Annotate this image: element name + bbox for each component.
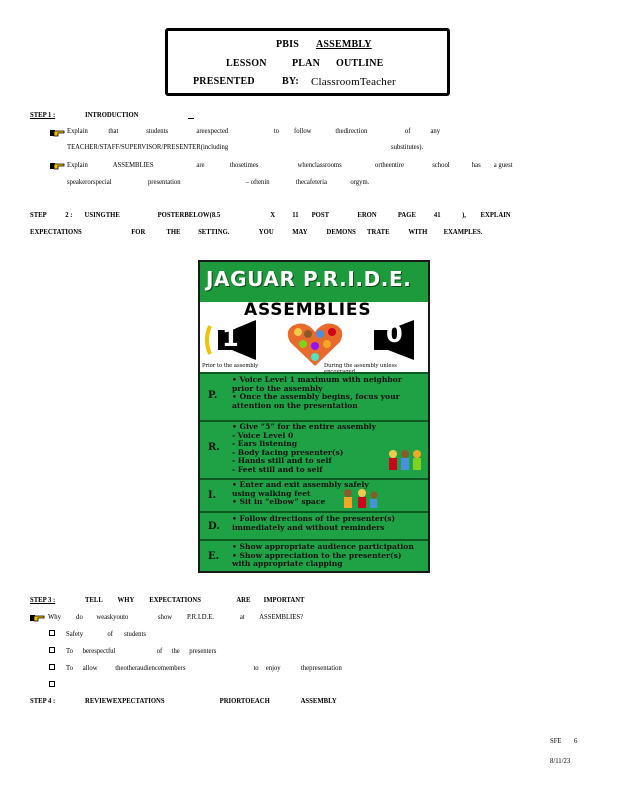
poster-row-p: P. • Voice Level 1 maximum with neighbor prior to the assembly • Once the assembly begins, focus your attention on the presentation [200,372,428,420]
poster-subtitle: ASSEMBLIES [244,300,372,320]
title-presented: PRESENTED [193,76,255,87]
title-by: BY: [282,76,299,87]
voice-level-right: 0 [386,320,403,348]
footer-code: SFE [550,736,562,745]
step1-bullet1-line2a: TEACHER/STAFF/SUPERVISOR/PRESENTER(including [67,142,229,151]
step1-label: STEP 1 : [30,110,56,119]
pointing-hand-icon [50,125,65,143]
step1-bullet1-line2b: substitutes). [391,142,424,151]
poster-title-bar [200,262,428,302]
checkbox-safety [49,630,55,636]
voice-level-left: 1 [222,324,239,352]
title-pbis: PBIS [276,39,300,50]
poster-row-d: D. • Follow directions of the presenter(s) immediately and without reminders [200,511,428,539]
checkbox-empty [49,681,55,687]
footer-page: 6 [574,736,578,745]
kids-group-icon [386,448,424,474]
pointing-hand-icon [30,610,45,628]
title-lesson: LESSON [226,58,267,69]
poster-title: JAGUAR P.R.I.D.E. [206,267,412,291]
pride-poster [198,260,430,573]
checkbox-allow [49,664,55,670]
step1-heading: INTRODUCTION [85,110,139,119]
title-plan: PLAN [292,58,321,69]
poster-row-i: I. • Enter and exit assembly safely using walking feet • Sit in “elbow” space [200,478,428,511]
pointing-hand-icon [50,158,65,176]
checkbox-respect [49,647,55,653]
title-assembly: ASSEMBLY [316,39,372,50]
heart-of-kids-icon [286,322,344,368]
footer-date: 8/11/23 [550,756,571,765]
title-presenter: ClassroomTeacher [311,76,396,88]
caption-left: Prior to the assembly [202,363,259,369]
title-outline: OUTLINE [336,58,384,69]
poster-row-e: E. • Show appropriate audience participation • Show appreciation to the presenter(s) with appropriate clapping [200,539,428,573]
walking-kids-icon [340,488,380,510]
step4-label: STEP 4 : [30,696,56,705]
poster-row-r: R. • Give “5” for the entire assembly - Voice Level 0 - Ears listening - Body facing presenter(s) - Hands still and to self - Feet still and to self [200,420,428,478]
caption-right: During the assembly unless [324,363,397,369]
underline-mark [188,118,194,119]
step3-label: STEP 3 : [30,595,56,604]
title-box [165,28,450,96]
